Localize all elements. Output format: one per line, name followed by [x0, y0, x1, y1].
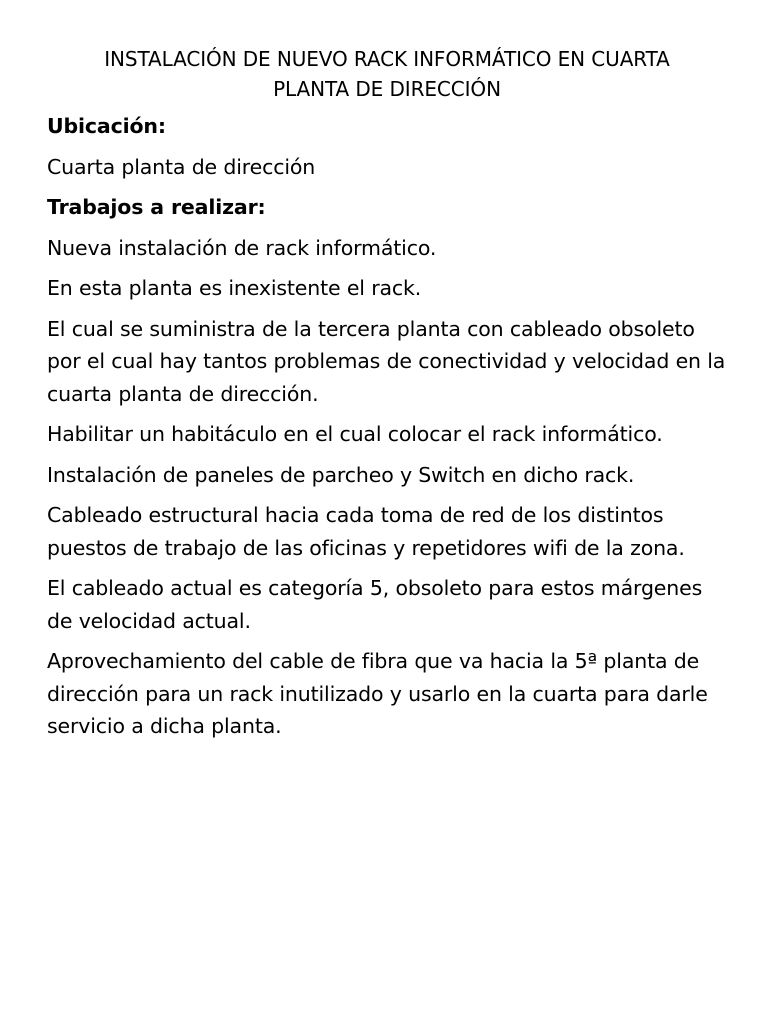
task-paragraph: Instalación de paneles de parcheo y Switch en dicho rack. [47, 462, 635, 487]
task-paragraph: Cableado estructural hacia cada toma de red de los distintos puestos de trabajo de las oficinas y repetidores wifi de la zona. [47, 503, 685, 560]
task-paragraph: Habilitar un habitáculo en el cual colocar el rack informático. [47, 422, 663, 446]
title-line-1: INSTALACIÓN DE NUEVO RACK INFORMÁTICO EN CUARTA [104, 47, 670, 71]
title-line-2: PLANTA DE DIRECCIÓN [273, 77, 501, 101]
task-paragraph: En esta planta es inexistente el rack. [47, 276, 422, 300]
task-paragraph: El cual se suministra de la tercera planta con cableado obsoleto por el cual hay tantos problemas de conectividad y velocidad en la cuarta planta de dirección. [47, 316, 726, 406]
location-text: Cuarta planta de dirección [47, 154, 316, 179]
task-paragraph: El cableado actual es categoría 5, obsoleto para estos márgenes de velocidad actual. [47, 576, 703, 633]
task-paragraph: Nueva instalación de rack informático. [47, 235, 437, 260]
tasks-heading: Trabajos a realizar: [47, 195, 266, 219]
document-title [47, 44, 727, 104]
location-heading: Ubicación: [47, 114, 166, 138]
document-page [47, 44, 727, 751]
task-paragraph: Aprovechamiento del cable de fibra que va hacia la 5ª planta de dirección para un rack inutilizado y usarlo en la cuarta para darle servicio a dicha planta. [47, 649, 708, 738]
